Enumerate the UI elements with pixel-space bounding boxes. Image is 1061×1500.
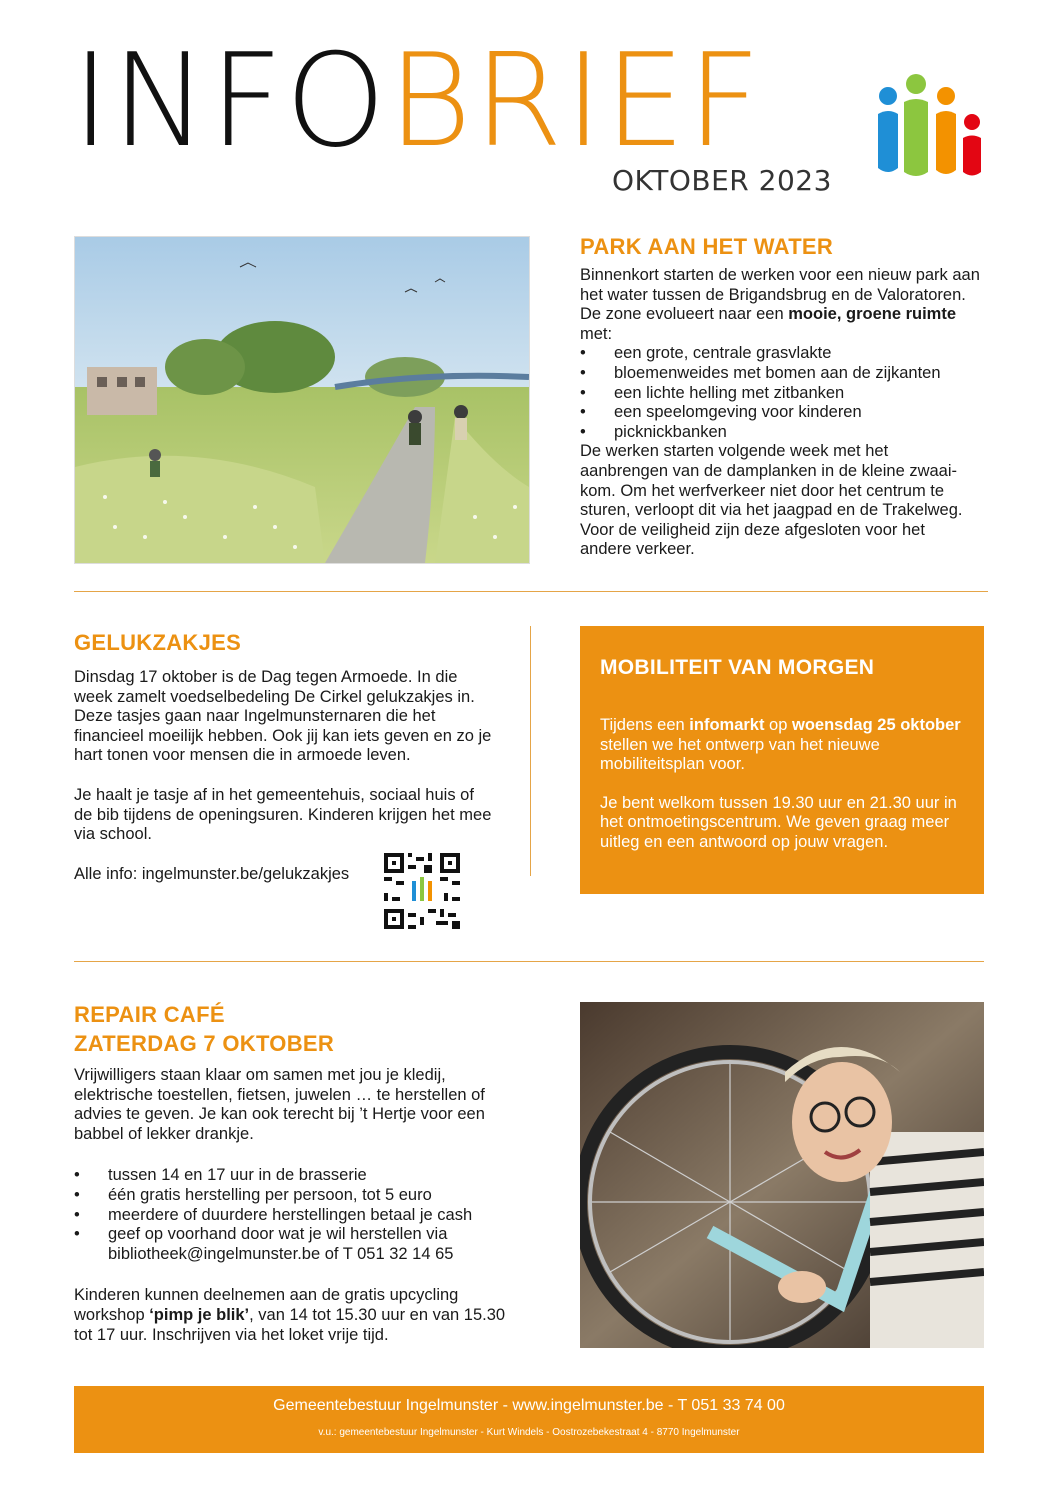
footer-publisher: v.u.: gemeentebestuur Ingelmunster - Kurt Windels - Oostrozebekestraat 4 - 8770 Ingelmunster	[318, 1427, 740, 1438]
list-item: • tussen 14 en 17 uur in de brasserie	[74, 1166, 514, 1186]
list-item: • een grote, centrale grasvlakte	[580, 344, 980, 364]
gelukzakjes-body	[74, 668, 494, 884]
repair-workshop-name: ‘pimp je blik’	[149, 1305, 250, 1324]
list-item: • geef op voorhand door wat je wil herstellen via bibliotheek@ingelmunster.be of T 051 32 14 65	[74, 1225, 514, 1264]
park-illustration	[74, 236, 530, 564]
mobility-bold: infomarkt	[689, 716, 765, 734]
title-brief: BRIEF	[387, 27, 763, 176]
list-item: • bloemenweides met bomen aan de zijkanten	[580, 364, 980, 384]
gelukzakjes-title: GELUKZAKJES	[74, 630, 242, 655]
section-divider	[74, 961, 984, 962]
park-bullet-list	[580, 344, 980, 442]
repair-title-line1: REPAIR CAFÉ	[74, 1002, 225, 1027]
repair-title-line2: ZATERDAG 7 OKTOBER	[74, 1031, 335, 1056]
park-intro-bold: mooie, groene ruimte	[788, 305, 957, 324]
list-item: • meerdere of duurdere herstellingen betaal je cash	[74, 1206, 514, 1226]
repair-bullet-list	[74, 1166, 514, 1264]
qr-code-icon	[384, 853, 460, 929]
list-item: • een lichte helling met zitbanken	[580, 384, 980, 404]
mobility-text: stellen we het ontwerp van het nieuwe mobiliteitsplan voor.	[600, 735, 880, 774]
park-intro-end: met:	[580, 324, 613, 343]
people-logo-icon	[872, 72, 988, 182]
footer-contact[interactable]: Gemeentebestuur Ingelmunster - www.ingelmunster.be - T 051 33 74 00	[273, 1397, 785, 1414]
mobility-p1	[600, 716, 970, 775]
section-divider	[74, 591, 988, 592]
park-title: PARK AAN HET WATER	[580, 234, 834, 259]
park-outro: De werken starten volgende week met het aanbrengen van de damplanken in de kleine zwaai-kom. Om het werfverkeer niet door het centrum te sturen, verloopt dit via het jaagpad en de Trakelweg. Voor de veiligheid zijn deze afgesloten voor het andere verkeer.	[580, 442, 963, 559]
bicycle-repair-photo	[580, 1002, 984, 1348]
repair-body	[74, 1066, 514, 1345]
park-body	[580, 266, 980, 560]
list-item: • één gratis herstelling per persoon, tot 5 euro	[74, 1186, 514, 1206]
column-divider	[530, 626, 531, 876]
repair-text: , van 14 tot 15.30 uur en van 15.30 tot 17 uur. Inschrijven via het loket vrije tijd.	[74, 1305, 506, 1344]
mobility-p2: Je bent welkom tussen 19.30 uur en 21.30 uur in het ontmoetingscentrum. We geven graag meer uitleg en een antwoord op jouw vragen.	[600, 793, 957, 851]
mobility-title: MOBILITEIT VAN MORGEN	[600, 656, 875, 679]
list-item: • picknickbanken	[580, 423, 980, 443]
gelukzakjes-p2: Je haalt je tasje af in het gemeentehuis, sociaal huis of de bib tijdens de openingsuren. Kinderen krijgen het mee via school.	[74, 785, 492, 844]
mobility-body	[600, 716, 970, 853]
park-intro	[580, 266, 980, 344]
list-item: • een speelomgeving voor kinderen	[580, 403, 980, 423]
title-info: INFO	[72, 27, 388, 176]
repair-text: Kinderen kunnen deelnemen aan de gratis upcycling workshop	[74, 1286, 459, 1324]
mobility-text: Tijdens een	[600, 716, 690, 734]
newsletter-title	[72, 27, 763, 176]
issue-date: OKTOBER 2023	[612, 164, 832, 197]
gelukzakjes-link[interactable]: Alle info: ingelmunster.be/gelukzakjes	[74, 864, 350, 883]
repair-p2	[74, 1286, 514, 1345]
repair-p1: Vrijwilligers staan klaar om samen met jou je kledij, elektrische toestellen, fietsen, juwelen … te herstellen of advies te geven. Je kan ook terecht bij ’t Hertje voor een babbel of lekker drankje.	[74, 1066, 485, 1143]
mobility-text: op	[764, 716, 792, 734]
gelukzakjes-p1: Dinsdag 17 oktober is de Dag tegen Armoede. In die week zamelt voedselbedeling De Cirkel gelukzakjes in. Deze tasjes gaan naar Ingelmunsternaren die het financieel moeilijk hebben. Ook jij kan iets geven en zo je hart tonen voor mensen die in armoede leven.	[74, 668, 492, 765]
park-intro-text: Binnenkort starten de werken voor een nieuw park aan het water tussen de Brigandsbrug en de Valoratoren. De zone evolueert naar een	[580, 266, 980, 324]
repair-title	[74, 1000, 334, 1058]
mobility-bold-date: woensdag 25 oktober	[792, 716, 961, 734]
